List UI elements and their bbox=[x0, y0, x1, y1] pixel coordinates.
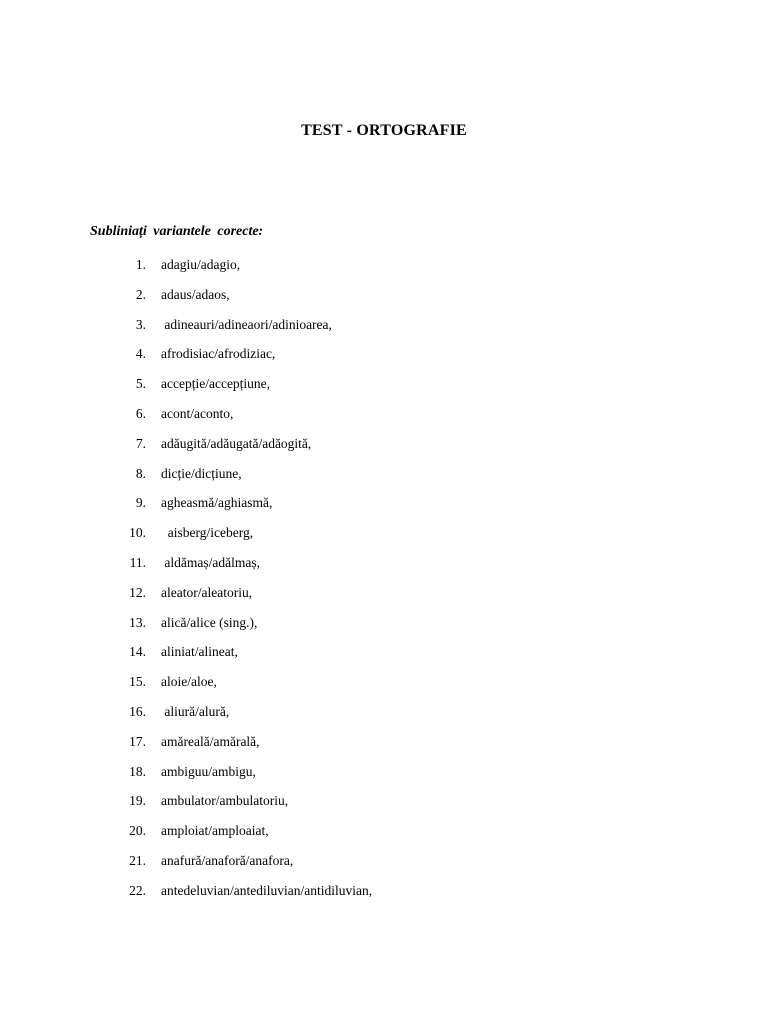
list-item-text: adineauri/adineaori/adinioarea, bbox=[161, 316, 332, 332]
list-item-number: 6. bbox=[135, 405, 146, 421]
list-item bbox=[0, 791, 768, 821]
list-item bbox=[0, 493, 768, 523]
list-item-text: anafură/anaforă/anafora, bbox=[161, 852, 294, 868]
list-item bbox=[0, 762, 768, 792]
list-item bbox=[0, 732, 768, 762]
list-item bbox=[0, 315, 768, 345]
list-item-text: aldămaș/adălmaș, bbox=[161, 554, 260, 570]
list-item bbox=[0, 464, 768, 494]
list-item-number: 3. bbox=[135, 316, 146, 332]
list-item bbox=[0, 702, 768, 732]
list-item-number: 2. bbox=[135, 286, 146, 302]
list-item bbox=[0, 434, 768, 464]
list-item-number: 15. bbox=[129, 674, 146, 690]
list-item-text: aliură/alură, bbox=[161, 703, 230, 719]
list-item-text: afrodisiac/afrodiziac, bbox=[161, 346, 276, 362]
list-item bbox=[0, 881, 768, 911]
list-item-text: adăugită/adăugată/adăogită, bbox=[161, 435, 312, 451]
list-item-text: dicție/dicțiune, bbox=[161, 465, 242, 481]
answer-list bbox=[0, 255, 768, 911]
list-item-number: 22. bbox=[129, 882, 146, 898]
list-item-text: agheasmă/aghiasmă, bbox=[161, 495, 273, 511]
list-item-text: aleator/aleatoriu, bbox=[161, 584, 253, 600]
list-item-text: aloie/aloe, bbox=[161, 674, 217, 690]
list-item-number: 14. bbox=[129, 644, 146, 660]
list-item-number: 11. bbox=[129, 554, 146, 570]
list-item-text: acont/aconto, bbox=[161, 405, 234, 421]
list-item bbox=[0, 344, 768, 374]
list-item bbox=[0, 851, 768, 881]
list-item-text: alică/alice (sing.), bbox=[161, 614, 258, 630]
list-item bbox=[0, 642, 768, 672]
list-item-number: 16. bbox=[129, 703, 146, 719]
list-item-text: amăreală/amărală, bbox=[161, 733, 260, 749]
list-item-text: adagiu/adagio, bbox=[161, 257, 241, 272]
list-item bbox=[0, 255, 768, 285]
list-item bbox=[0, 821, 768, 851]
list-item-number: 7. bbox=[135, 435, 146, 451]
list-item-number: 5. bbox=[135, 376, 146, 392]
list-item-text: accepție/accepțiune, bbox=[161, 376, 271, 392]
list-item-number: 20. bbox=[129, 823, 146, 839]
list-item bbox=[0, 404, 768, 434]
list-item bbox=[0, 374, 768, 404]
list-item-text: ambulator/ambulatoriu, bbox=[161, 793, 289, 809]
list-item-text: amploiat/amploaiat, bbox=[161, 823, 269, 839]
list-item bbox=[0, 583, 768, 613]
list-item-number: 18. bbox=[129, 763, 146, 779]
list-item bbox=[0, 553, 768, 583]
list-item bbox=[0, 285, 768, 315]
list-item-number: 17. bbox=[129, 733, 146, 749]
list-item-number: 13. bbox=[129, 614, 146, 630]
list-item-text: aliniat/alineat, bbox=[161, 644, 238, 660]
list-item bbox=[0, 672, 768, 702]
list-item-number: 9. bbox=[135, 495, 146, 511]
list-item bbox=[0, 613, 768, 643]
list-item-number: 1. bbox=[135, 257, 146, 272]
document-title: TEST - ORTOGRAFIE bbox=[301, 122, 467, 139]
list-item-number: 21. bbox=[129, 852, 146, 868]
list-item-number: 10. bbox=[129, 525, 146, 541]
list-item-text: adaus/adaos, bbox=[161, 286, 230, 302]
list-item-number: 12. bbox=[129, 584, 146, 600]
list-item-text: antedeluvian/antediluvian/antidiluvian, bbox=[161, 882, 373, 898]
list-item-text: aisberg/iceberg, bbox=[161, 525, 254, 541]
list-item bbox=[0, 523, 768, 553]
list-item-number: 8. bbox=[135, 465, 146, 481]
list-item-text: ambiguu/ambigu, bbox=[161, 763, 256, 779]
instruction-text: Subliniați variantele corecte: bbox=[90, 224, 264, 239]
list-item-number: 19. bbox=[129, 793, 146, 809]
list-item-number: 4. bbox=[135, 346, 146, 362]
